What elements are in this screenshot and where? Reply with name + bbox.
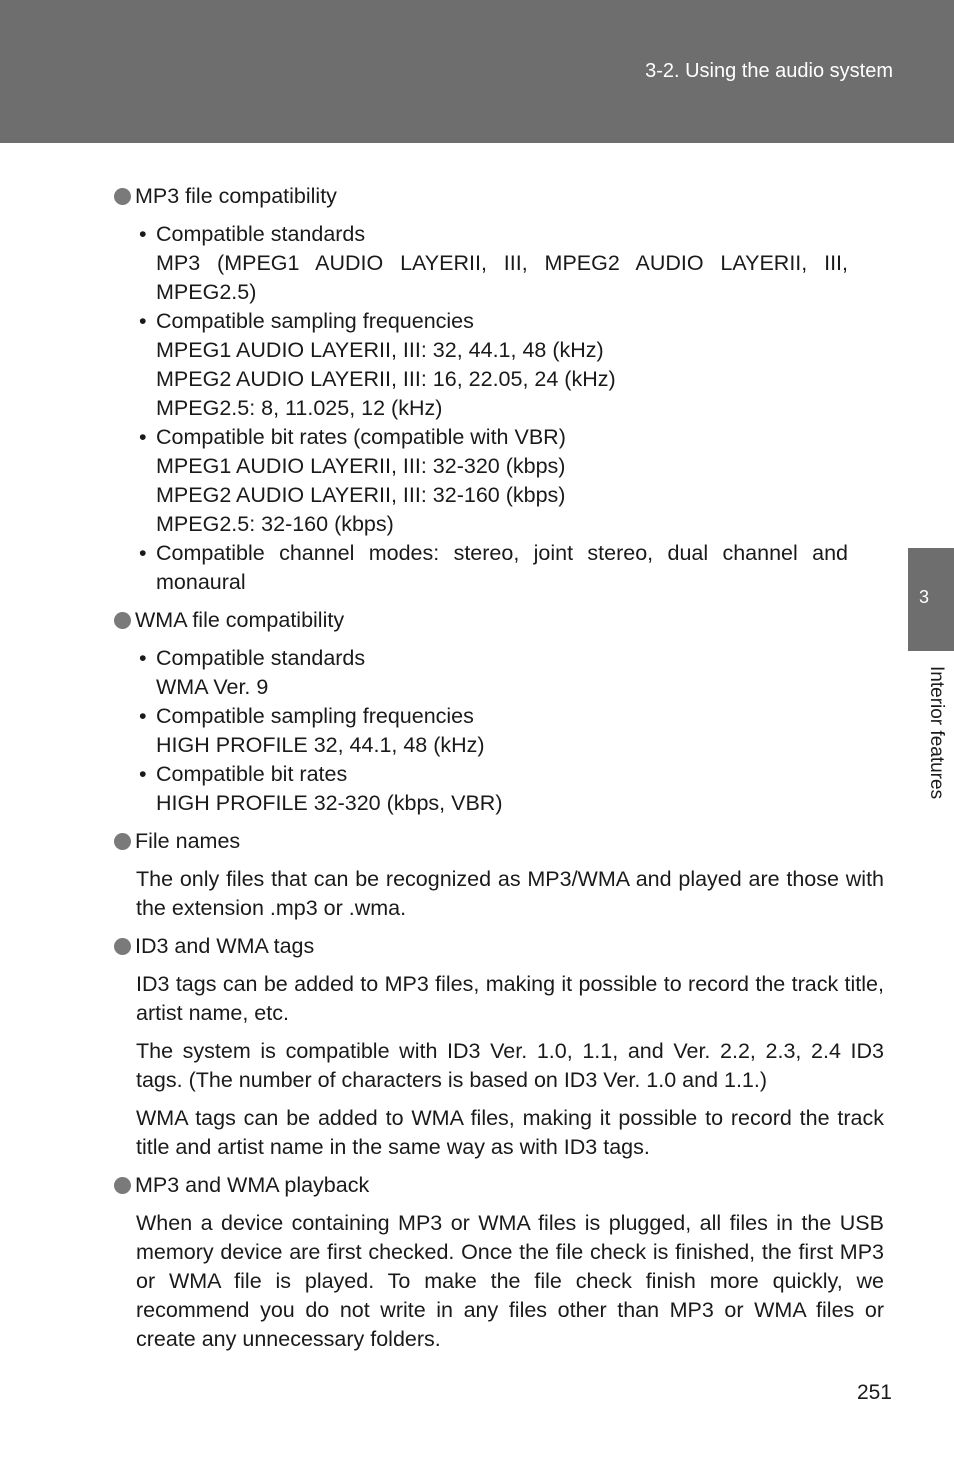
list-item [134, 702, 848, 760]
mp3-spec-list [114, 220, 848, 597]
item-line: MPEG2.5: 32-160 (kbps) [156, 512, 394, 536]
list-item [134, 539, 848, 597]
list-item [134, 644, 848, 702]
item-line: HIGH PROFILE 32-320 (kbps, VBR) [156, 791, 503, 815]
page-content [114, 182, 884, 1354]
paragraph: WMA tags can be added to WMA files, making it possible to record the track title and artist name in the same way as with ID3 tags. [136, 1106, 884, 1159]
page-header [0, 0, 954, 143]
bullet-dot-icon [114, 938, 131, 955]
section-heading-tags [114, 932, 884, 961]
item-line: WMA Ver. 9 [156, 675, 269, 699]
item-line: MP3 (MPEG1 AUDIO LAYERII, III, MPEG2 AUDIO LAYERII, III, MPEG2.5) [156, 251, 848, 304]
bullet-icon: • [139, 222, 147, 246]
bullet-icon: • [139, 704, 147, 728]
bullet-dot-icon [114, 612, 131, 629]
paragraph: ID3 tags can be added to MP3 files, making it possible to record the track title, artist name, etc. [136, 972, 884, 1025]
bullet-dot-icon [114, 1177, 131, 1194]
item-title: Compatible bit rates [156, 762, 348, 786]
paragraph: The only files that can be recognized as MP3/WMA and played are those with the extension .mp3 or .wma. [136, 867, 884, 920]
section-heading-wma [114, 606, 884, 635]
list-item [134, 307, 848, 423]
heading-text: File names [135, 829, 241, 853]
bullet-icon: • [139, 646, 147, 670]
bullet-icon: • [139, 541, 147, 565]
heading-text: WMA file compatibility [135, 608, 345, 632]
section-title: 3-2. Using the audio system [645, 60, 893, 82]
list-item [134, 423, 848, 539]
bullet-icon: • [139, 425, 147, 449]
item-line: HIGH PROFILE 32, 44.1, 48 (kHz) [156, 733, 485, 757]
item-line: MPEG2.5: 8, 11.025, 12 (kHz) [156, 396, 443, 420]
heading-text: MP3 file compatibility [135, 184, 337, 208]
item-line: MPEG2 AUDIO LAYERII, III: 16, 22.05, 24 (kHz) [156, 367, 616, 391]
list-item [134, 760, 848, 818]
bullet-icon: • [139, 309, 147, 333]
item-title: Compatible sampling frequencies [156, 309, 474, 333]
paragraph: The system is compatible with ID3 Ver. 1.0, 1.1, and Ver. 2.2, 2.3, 2.4 ID3 tags. (The number of characters is based on ID3 Ver. 1.0 and 1.1.) [136, 1039, 884, 1092]
paragraph: When a device containing MP3 or WMA files is plugged, all files in the USB memory device are first checked. Once the file check is finished, the first MP3 or WMA file is played. To make the file check finish more quickly, we recommend you do not write in any files other than MP3 or WMA files or create any unnecessary folders. [136, 1211, 884, 1351]
bullet-dot-icon [114, 833, 131, 850]
section-heading-playback [114, 1171, 884, 1200]
item-line: MPEG2 AUDIO LAYERII, III: 32-160 (kbps) [156, 483, 566, 507]
bullet-icon: • [139, 762, 147, 786]
item-line: MPEG1 AUDIO LAYERII, III: 32, 44.1, 48 (kHz) [156, 338, 604, 362]
chapter-label: Interior features [926, 666, 947, 800]
item-title: Compatible standards [156, 222, 366, 246]
heading-text: MP3 and WMA playback [135, 1173, 370, 1197]
item-title: Compatible channel modes: stereo, joint stereo, dual channel and monaural [156, 541, 848, 594]
chapter-number: 3 [918, 587, 929, 607]
page-number: 251 [856, 1381, 892, 1404]
item-line: MPEG1 AUDIO LAYERII, III: 32-320 (kbps) [156, 454, 566, 478]
heading-text: ID3 and WMA tags [135, 934, 315, 958]
section-heading-file-names [114, 827, 884, 856]
bullet-dot-icon [114, 188, 131, 205]
item-title: Compatible bit rates (compatible with VBR) [156, 425, 566, 449]
chapter-tab[interactable] [908, 548, 954, 651]
item-title: Compatible standards [156, 646, 366, 670]
wma-spec-list [114, 644, 848, 818]
item-title: Compatible sampling frequencies [156, 704, 474, 728]
section-heading-mp3 [114, 182, 884, 211]
list-item [134, 220, 848, 307]
